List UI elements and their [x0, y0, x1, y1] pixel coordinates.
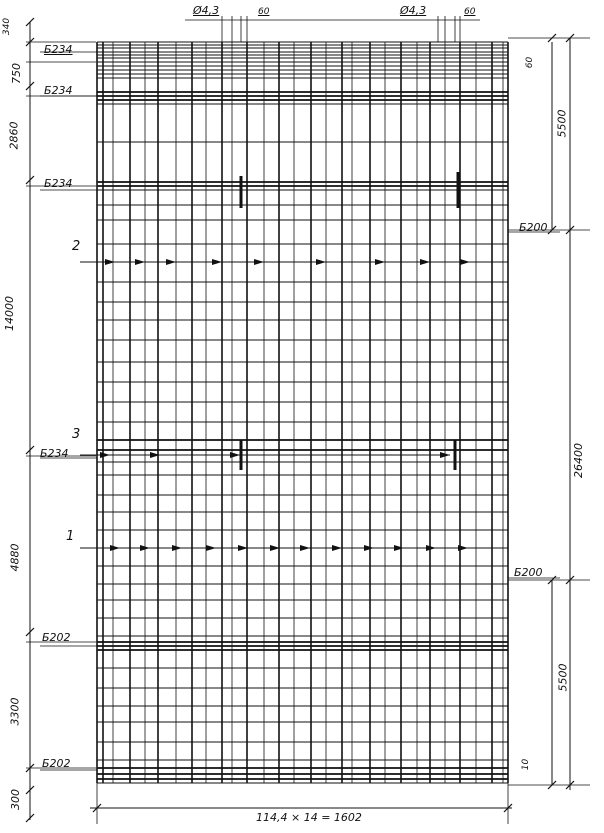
section-arrows [100, 259, 470, 551]
top-spacing-right: 60 [464, 7, 476, 17]
section-arrow-head [172, 545, 182, 551]
right-dim-small-bottom: 10 [521, 758, 532, 771]
right-dim-bottom: 5500 [556, 663, 570, 692]
left-dim-750: 750 [10, 63, 23, 84]
section-arrow-head [375, 259, 385, 265]
bar-mark-right-2: Б200 [514, 566, 543, 579]
section-arrow-head [316, 259, 326, 265]
bar-mark-right-1: Б200 [519, 221, 548, 234]
section-arrow-head [394, 545, 404, 551]
section-arrow-head [166, 259, 176, 265]
bar-mark-5: Б202 [42, 631, 71, 644]
left-dim-14000: 14000 [3, 296, 16, 331]
dimension-lines [26, 16, 590, 824]
right-dim-top: 5500 [555, 109, 569, 138]
top-spacing-left: 60 [258, 7, 270, 17]
bar-mark-1: Б234 [44, 43, 73, 56]
bar-mark-2: Б234 [44, 84, 73, 97]
section-arrow-head [110, 545, 120, 551]
bar-mark-3: Б234 [44, 177, 73, 190]
bottom-dim-formula: 114,4 × 14 = 1602 [256, 811, 362, 824]
left-dim-2860: 2860 [7, 121, 21, 150]
section-arrow-head [458, 545, 468, 551]
top-diameter-right: Ø4,3 [400, 4, 427, 17]
section-arrow-head [254, 259, 264, 265]
left-dim-300: 300 [9, 789, 22, 810]
section-arrow-head [100, 452, 110, 458]
section-arrow-head [300, 545, 310, 551]
section-arrow-head [212, 259, 222, 265]
section-arrow-head [332, 545, 342, 551]
section-arrow-head [105, 259, 115, 265]
section-arrow-head [206, 545, 216, 551]
bar-mark-4: Б234 [40, 447, 69, 460]
mesh-grid [97, 42, 508, 783]
bar-mark-6: Б202 [42, 757, 71, 770]
right-dim-total: 26400 [572, 443, 585, 478]
right-dim-small-top: 60 [525, 56, 536, 69]
section-marker-2: 2 [72, 239, 81, 254]
section-arrow-head [135, 259, 145, 265]
left-dim-4880: 4880 [8, 543, 22, 572]
section-arrow-head [420, 259, 430, 265]
top-diameter-left: Ø4,3 [193, 4, 220, 17]
left-dim-3300: 3300 [8, 697, 22, 726]
section-arrow-head [230, 452, 240, 458]
section-arrow-head [364, 545, 374, 551]
section-marker-1: 1 [66, 529, 75, 544]
section-arrow-head [426, 545, 436, 551]
section-marker-3: 3 [72, 427, 81, 442]
section-arrow-head [460, 259, 470, 265]
left-dim-340: 340 [2, 17, 13, 36]
